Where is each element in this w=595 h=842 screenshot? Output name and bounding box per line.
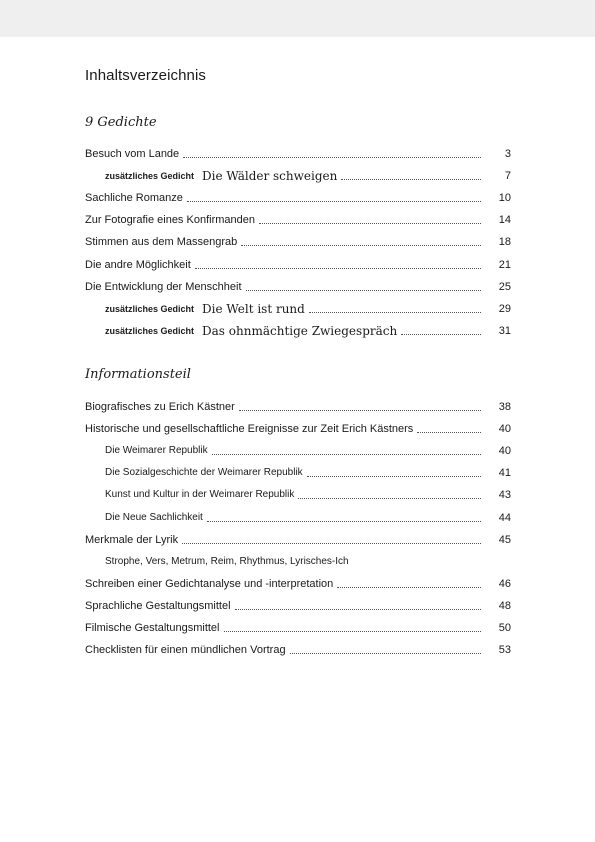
- toc-entry[interactable]: [85, 258, 511, 272]
- toc-entry-label: Stimmen aus dem Massengrab: [85, 236, 238, 249]
- toc-page-number: 40: [498, 445, 511, 458]
- toc-page-number: 48: [498, 599, 511, 612]
- toc-entry-label: Die Weimarer Republik: [105, 445, 208, 457]
- toc-entry-label: Die Entwicklung der Menschheit: [85, 280, 242, 293]
- dot-leader: [207, 521, 481, 522]
- toc-page-number: 29: [498, 302, 511, 315]
- toc-entry-label: Historische und gesellschaftliche Ereignisse zur Zeit Erich Kästners: [85, 423, 414, 436]
- toc-entry[interactable]: [85, 643, 511, 657]
- toc-entry[interactable]: [85, 147, 511, 161]
- dot-leader: [224, 631, 482, 632]
- dot-leader: [298, 498, 481, 499]
- dot-leader: [290, 653, 481, 654]
- toc-page-number: 10: [498, 192, 511, 205]
- toc-page-number: 41: [498, 467, 511, 480]
- toc-entry-label: Die andre Möglichkeit: [85, 258, 191, 271]
- toc-page-number: 25: [498, 280, 511, 293]
- toc-entry-label: Filmische Gestaltungsmittel: [85, 622, 220, 634]
- toc-entry[interactable]: [85, 302, 511, 316]
- additional-poem-tag: zusätzliches Gedicht: [105, 171, 195, 182]
- toc-entry[interactable]: [85, 488, 511, 502]
- toc-entry-label: Sprachliche Gestaltungsmittel: [85, 599, 231, 612]
- dot-leader: [259, 223, 481, 224]
- toc-title: Inhaltsverzeichnis: [85, 67, 207, 84]
- toc-entry-label: Biografisches zu Erich Kästner: [85, 401, 235, 413]
- dot-leader: [341, 179, 481, 180]
- toc-page-number: 43: [498, 489, 511, 502]
- toc-page-number: 53: [498, 644, 511, 657]
- top-margin-bar: [0, 0, 595, 37]
- dot-leader: [235, 609, 481, 610]
- toc-entry[interactable]: [85, 191, 511, 205]
- dot-leader: [401, 334, 481, 335]
- toc-entry[interactable]: [85, 235, 511, 249]
- dot-leader: [183, 157, 481, 158]
- toc-entry[interactable]: [85, 400, 511, 414]
- toc-page-number: 3: [504, 148, 511, 160]
- toc-entry-label: Kunst und Kultur in der Weimarer Republik: [105, 489, 295, 501]
- toc-entry-label: Checklisten für einen mündlichen Vortrag: [85, 644, 286, 657]
- toc-page-number: 14: [498, 214, 511, 227]
- toc-entry-label: Besuch vom Lande: [85, 148, 180, 160]
- additional-poem-tag: zusätzliches Gedicht: [105, 325, 195, 336]
- toc-page-number: 45: [498, 533, 511, 546]
- dot-leader: [212, 454, 481, 455]
- toc-entry[interactable]: [85, 169, 511, 183]
- toc-entry-label: Die Wälder schweigen: [202, 169, 338, 184]
- dot-leader: [417, 432, 481, 433]
- toc-page-number: 31: [498, 324, 511, 337]
- toc-entry[interactable]: [85, 280, 511, 294]
- section-title-gedichte: 9 Gedichte: [85, 115, 157, 130]
- toc-page-number: 38: [498, 401, 511, 413]
- toc-entry[interactable]: [85, 466, 511, 480]
- dot-leader: [246, 290, 481, 291]
- toc-page-number: 21: [498, 258, 511, 271]
- dot-leader: [241, 245, 481, 246]
- toc-entry[interactable]: [85, 324, 511, 338]
- additional-poem-tag: zusätzliches Gedicht: [105, 303, 195, 314]
- toc-page-number: 7: [504, 170, 511, 183]
- toc-entry[interactable]: [85, 533, 511, 547]
- toc-entry[interactable]: [85, 599, 511, 613]
- dot-leader: [337, 587, 481, 588]
- toc-entry[interactable]: [85, 213, 511, 227]
- dot-leader: [309, 312, 481, 313]
- toc-entry-label: Strophe, Vers, Metrum, Reim, Rhythmus, Lyrisches-Ich: [105, 555, 349, 567]
- toc-entry-label: Sachliche Romanze: [85, 192, 183, 205]
- toc-page-number: 46: [498, 577, 511, 590]
- toc-page-number: 44: [498, 511, 511, 524]
- toc-entry[interactable]: [85, 621, 511, 635]
- toc-page-number: 18: [498, 236, 511, 249]
- toc-entry[interactable]: [85, 577, 511, 591]
- toc-entry: [85, 555, 511, 569]
- toc-entry-label: Schreiben einer Gedichtanalyse und -interpretation: [85, 577, 334, 590]
- toc-entry-label: Das ohnmächtige Zwiegespräch: [202, 323, 398, 338]
- dot-leader: [182, 543, 481, 544]
- toc-page-number: 40: [498, 423, 511, 436]
- dot-leader: [307, 476, 481, 477]
- toc-entry-label: Die Sozialgeschichte der Weimarer Republik: [105, 467, 303, 479]
- toc-entry[interactable]: [85, 511, 511, 525]
- toc-entry-label: Zur Fotografie eines Konfirmanden: [85, 214, 255, 227]
- toc-entry-label: Die Neue Sachlichkeit: [105, 511, 203, 523]
- toc-entry-label: Merkmale der Lyrik: [85, 533, 179, 546]
- toc-page-number: 50: [498, 622, 511, 634]
- toc-entry-label: Die Welt ist rund: [202, 301, 305, 316]
- dot-leader: [195, 268, 481, 269]
- toc-entry[interactable]: [85, 422, 511, 436]
- section-title-informationsteil: Informationsteil: [85, 367, 191, 382]
- dot-leader: [239, 410, 481, 411]
- dot-leader: [187, 201, 481, 202]
- toc-entry[interactable]: [85, 444, 511, 458]
